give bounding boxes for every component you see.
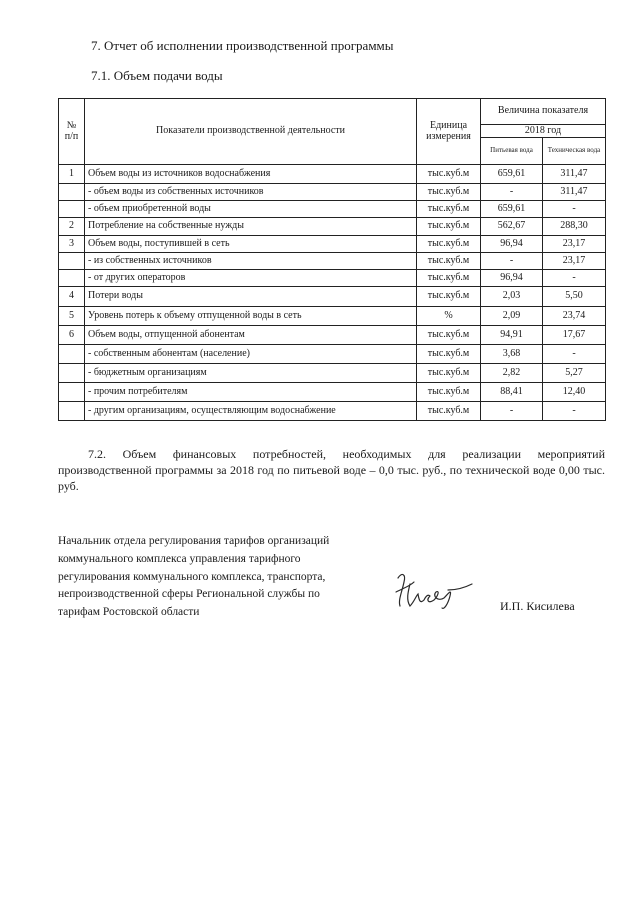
table-row (59, 402, 606, 421)
row-num (59, 345, 85, 364)
row-drinking-value: 2,09 (481, 307, 543, 326)
signatory-line: регулирования коммунального комплекса, транспорта, (58, 570, 326, 583)
table-row (59, 236, 606, 253)
row-num (59, 364, 85, 383)
row-technical-value: 17,67 (543, 326, 606, 345)
table-row (59, 345, 606, 364)
table-row (59, 165, 606, 184)
table-row (59, 270, 606, 287)
header-year: 2018 год (481, 125, 606, 138)
header-value-group: Величина показателя (481, 99, 606, 125)
row-drinking-value: 659,61 (481, 165, 543, 184)
row-drinking-value: - (481, 253, 543, 270)
row-indicator: - от других операторов (85, 270, 417, 287)
row-unit: тыс.куб.м (417, 184, 481, 201)
row-technical-value: - (543, 345, 606, 364)
table-row (59, 218, 606, 236)
row-unit: тыс.куб.м (417, 326, 481, 345)
section-heading-7-1: 7.1. Объем подачи воды (91, 68, 223, 83)
row-indicator: Потери воды (85, 287, 417, 307)
header-unit: Единица измерения (417, 99, 481, 165)
row-indicator: Объем воды, поступившей в сеть (85, 236, 417, 253)
row-unit: тыс.куб.м (417, 165, 481, 184)
row-num: 5 (59, 307, 85, 326)
row-technical-value: 5,27 (543, 364, 606, 383)
table-row (59, 364, 606, 383)
row-unit: тыс.куб.м (417, 364, 481, 383)
row-technical-value: 5,50 (543, 287, 606, 307)
row-technical-value: 311,47 (543, 184, 606, 201)
row-indicator: Потребление на собственные нужды (85, 218, 417, 236)
row-unit: тыс.куб.м (417, 287, 481, 307)
row-unit: тыс.куб.м (417, 253, 481, 270)
row-num (59, 402, 85, 421)
row-technical-value: 23,17 (543, 236, 606, 253)
handwritten-signature (392, 568, 474, 619)
paragraph-7-2: 7.2. Объем финансовых потребностей, необходимых для реализации мероприятий производственной программы за 2018 год по питьевой воде – 0,0 тыс. руб., по технической воде 0,00 тыс. руб. (58, 447, 605, 494)
row-drinking-value: 96,94 (481, 270, 543, 287)
row-unit: тыс.куб.м (417, 236, 481, 253)
row-drinking-value: 2,03 (481, 287, 543, 307)
row-indicator: Объем воды, отпущенной абонентам (85, 326, 417, 345)
row-num (59, 253, 85, 270)
row-drinking-value: - (481, 184, 543, 201)
row-indicator: - из собственных источников (85, 253, 417, 270)
signatory-position (58, 533, 378, 622)
table-row (59, 383, 606, 402)
row-drinking-value: 2,82 (481, 364, 543, 383)
row-drinking-value: - (481, 402, 543, 421)
row-indicator: - объем воды из собственных источников (85, 184, 417, 201)
signatory-line: непроизводственной сферы Региональной службы по (58, 588, 320, 601)
row-unit: тыс.куб.м (417, 218, 481, 236)
row-num (59, 184, 85, 201)
row-num: 4 (59, 287, 85, 307)
table-row (59, 287, 606, 307)
signatory-line: Начальник отдела регулирования тарифов организаций (58, 535, 330, 547)
row-drinking-value: 94,91 (481, 326, 543, 345)
row-unit: тыс.куб.м (417, 345, 481, 364)
row-unit: тыс.куб.м (417, 270, 481, 287)
row-num (59, 270, 85, 287)
signatory-line: коммунального комплекса управления тарифного (58, 552, 301, 565)
row-drinking-value: 659,61 (481, 201, 543, 218)
row-technical-value: - (543, 402, 606, 421)
row-num: 1 (59, 165, 85, 184)
row-indicator: - бюджетным организациям (85, 364, 417, 383)
row-indicator: Объем воды из источников водоснабжения (85, 165, 417, 184)
row-technical-value: 288,30 (543, 218, 606, 236)
row-indicator: - собственным абонентам (население) (85, 345, 417, 364)
row-num: 6 (59, 326, 85, 345)
row-num: 3 (59, 236, 85, 253)
row-num (59, 201, 85, 218)
row-indicator: - прочим потребителям (85, 383, 417, 402)
row-indicator: Уровень потерь к объему отпущенной воды в сеть (85, 307, 417, 326)
water-supply-table (58, 98, 606, 421)
row-technical-value: - (543, 270, 606, 287)
row-unit: тыс.куб.м (417, 402, 481, 421)
row-technical-value: 23,74 (543, 307, 606, 326)
table-row (59, 184, 606, 201)
row-technical-value: 311,47 (543, 165, 606, 184)
header-num: № п/п (59, 99, 85, 165)
signatory-name: И.П. Кисилева (500, 599, 575, 613)
table-row (59, 201, 606, 218)
table-row (59, 307, 606, 326)
header-drinking-water: Питьевая вода (481, 138, 543, 165)
row-technical-value: 12,40 (543, 383, 606, 402)
signatory-line: тарифам Ростовской области (58, 606, 200, 619)
row-drinking-value: 562,67 (481, 218, 543, 236)
row-num (59, 383, 85, 402)
row-unit: тыс.куб.м (417, 201, 481, 218)
table-row (59, 326, 606, 345)
row-indicator: - другим организациям, осуществляющим водоснабжение (85, 402, 417, 421)
header-indicator: Показатели производственной деятельности (85, 99, 417, 165)
row-unit: тыс.куб.м (417, 383, 481, 402)
row-drinking-value: 88,41 (481, 383, 543, 402)
section-heading-7: 7. Отчет об исполнении производственной программы (91, 38, 394, 53)
row-num: 2 (59, 218, 85, 236)
row-technical-value: 23,17 (543, 253, 606, 270)
row-drinking-value: 3,68 (481, 345, 543, 364)
header-technical-water: Техническая вода (543, 138, 606, 165)
row-unit: % (417, 307, 481, 326)
table-row (59, 253, 606, 270)
row-indicator: - объем приобретенной воды (85, 201, 417, 218)
row-technical-value: - (543, 201, 606, 218)
row-drinking-value: 96,94 (481, 236, 543, 253)
